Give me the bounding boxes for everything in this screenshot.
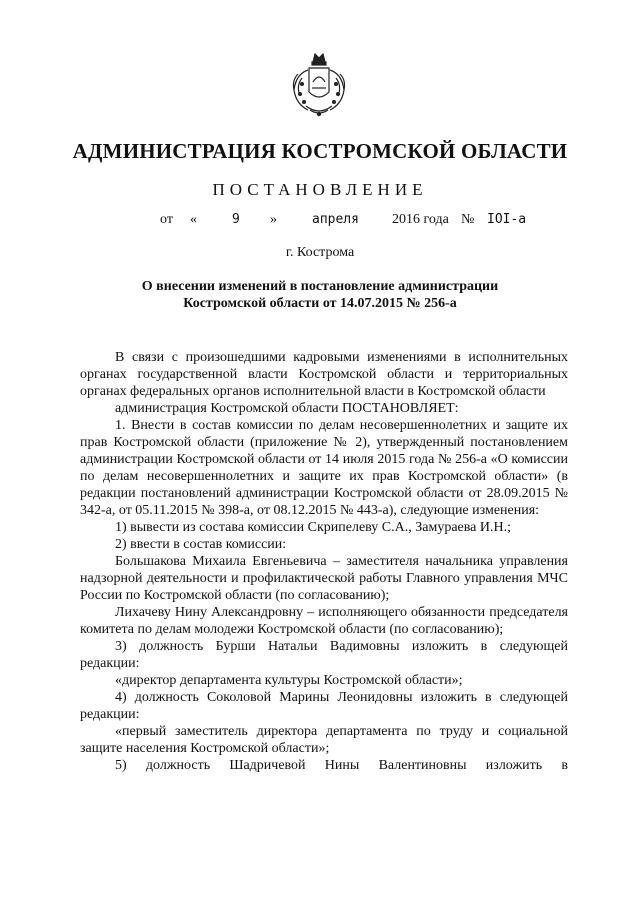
body-paragraph: 1. Внести в состав комиссии по делам несовершеннолетних и защите их прав Костромской области (приложение № 2), утвержденный постановлением администрации Костромской области от 14 июля 2015 года № 256-а «О комиссии по делам несовершеннолетних и защите их прав Костромской области» (в редакции постановлений администрации Костромской области от 28.09.2015 № 342-а, от 05.11.2015 № 398-а, от 08.12.2015 № 443-а), следующие изменения:: [80, 418, 568, 518]
body-paragraph: 2) ввести в состав комиссии:: [115, 537, 287, 552]
date-month: апреля: [312, 212, 359, 227]
body-paragraph: 3) должность Бурши Натальи Вадимовны изложить в следующей редакции:: [80, 639, 568, 671]
date-open-quote: «: [190, 212, 197, 227]
organization-title: АДМИНИСТРАЦИЯ КОСТРОМСКОЙ ОБЛАСТИ: [72, 139, 568, 163]
date-day: 9: [232, 212, 240, 227]
body-paragraph: «директор департамента культуры Костромской области»;: [115, 673, 463, 688]
date-from-label: от: [160, 212, 173, 227]
body-paragraph: «первый заместитель директора департамента по труду и социальной защите населения Костромской области»;: [80, 724, 568, 756]
body-paragraph: 5) должность Шадричевой Нины Валентиновны изложить в: [115, 758, 568, 773]
document-body: [80, 349, 568, 774]
document-type: ПОСТАНОВЛЕНИЕ: [212, 180, 428, 199]
body-paragraph: Большакова Михаила Евгеньевича – заместителя начальника управления надзорной деятельности и профилактической работы Главного управления МЧС России по Костромской области (по согласованию);: [80, 554, 568, 603]
city: г. Кострома: [285, 245, 355, 260]
document-number: IOI-а: [487, 212, 527, 227]
body-paragraph: 1) вывести из состава комиссии Скрипелеву С.А., Замураева И.Н.;: [115, 520, 512, 535]
body-paragraph: администрация Костромской области ПОСТАНОВЛЯЕТ:: [115, 401, 459, 416]
coat-of-arms-icon: [282, 48, 356, 118]
number-sign: №: [461, 212, 475, 227]
title-line: Костромской области от 14.07.2015 № 256-а: [183, 296, 457, 311]
body-paragraph: Лихачеву Нину Александровну – исполняющего обязанности председателя комитета по делам молодежи Костромской области (по согласованию);: [80, 605, 568, 637]
body-paragraph: 4) должность Соколовой Марины Леонидовны изложить в следующей редакции:: [80, 690, 568, 722]
title-line: О внесении изменений в постановление администрации: [141, 279, 499, 294]
document-title: [100, 278, 540, 312]
body-paragraph: В связи с произошедшими кадровыми изменениями в исполнительных органах государственной власти Костромской области и территориальных органах федеральных органов исполнительной власти в Костромской области: [80, 350, 568, 399]
date-close-quote: »: [270, 212, 277, 227]
date-year: 2016 года: [392, 212, 449, 227]
